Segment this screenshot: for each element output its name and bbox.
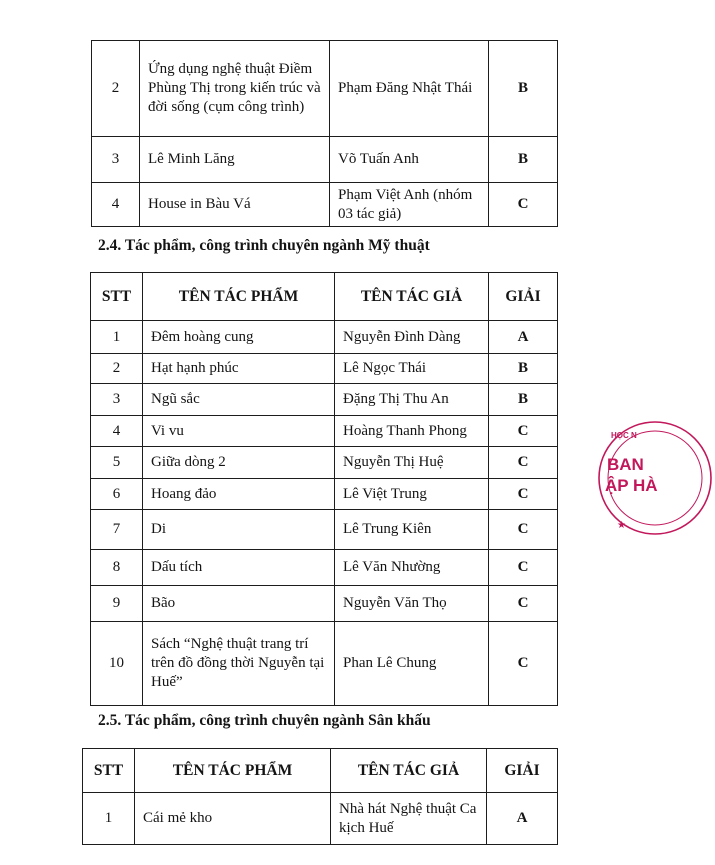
header-ten-tac-pham: TÊN TÁC PHẨM <box>135 749 331 793</box>
table-row <box>91 384 558 416</box>
table-row <box>91 510 558 550</box>
cell-ten-tac-gia: Nguyễn Đình Dàng <box>335 321 489 354</box>
cell-giai: C <box>489 622 558 706</box>
table-row <box>91 321 558 354</box>
cell-ten-tac-gia: Lê Văn Nhường <box>335 550 489 586</box>
cell-giai: C <box>489 550 558 586</box>
cell-stt: 6 <box>91 479 143 510</box>
cell-stt: 7 <box>91 510 143 550</box>
cell-giai: C <box>489 479 558 510</box>
table-fine-arts <box>90 272 558 706</box>
cell-giai: A <box>489 321 558 354</box>
cell-ten-tac-pham: Hoang đảo <box>143 479 335 510</box>
seal-line-1: BAN <box>607 455 644 474</box>
cell-ten-tac-gia: Đặng Thị Thu An <box>335 384 489 416</box>
table-row <box>91 586 558 622</box>
cell-giai: B <box>489 384 558 416</box>
cell-giai: B <box>489 41 558 137</box>
cell-ten-tac-gia: Võ Tuấn Anh <box>330 137 489 183</box>
cell-stt: 1 <box>91 321 143 354</box>
cell-giai: A <box>487 793 558 845</box>
cell-ten-tac-gia: Nguyễn Thị Huệ <box>335 447 489 479</box>
cell-ten-tac-pham: Giữa dòng 2 <box>143 447 335 479</box>
cell-ten-tac-pham: House in Bàu Vá <box>140 183 330 227</box>
cell-ten-tac-pham: Bão <box>143 586 335 622</box>
cell-stt: 3 <box>92 137 140 183</box>
cell-ten-tac-gia: Lê Việt Trung <box>335 479 489 510</box>
header-giai: GIẢI <box>489 273 558 321</box>
table-row <box>91 479 558 510</box>
section-heading-2-5: 2.5. Tác phẩm, công trình chuyên ngành Sân khấu <box>98 712 431 729</box>
cell-ten-tac-pham: Lê Minh Lăng <box>140 137 330 183</box>
cell-ten-tac-gia: Lê Trung Kiên <box>335 510 489 550</box>
cell-ten-tac-gia: Lê Ngọc Thái <box>335 354 489 384</box>
cell-ten-tac-pham: Dấu tích <box>143 550 335 586</box>
cell-stt: 2 <box>91 354 143 384</box>
table-theatre <box>82 748 558 845</box>
cell-stt: 2 <box>92 41 140 137</box>
cell-stt: 1 <box>83 793 135 845</box>
seal-line-2: ẬP HÀ <box>605 476 658 495</box>
table-row <box>91 416 558 447</box>
cell-ten-tac-gia: Phạm Đăng Nhật Thái <box>330 41 489 137</box>
cell-giai: C <box>489 510 558 550</box>
cell-ten-tac-pham: Vi vu <box>143 416 335 447</box>
cell-stt: 10 <box>91 622 143 706</box>
cell-giai: C <box>489 416 558 447</box>
svg-text:★: ★ <box>617 520 626 531</box>
cell-ten-tac-pham: Cái mẻ kho <box>135 793 331 845</box>
cell-giai: C <box>489 183 558 227</box>
cell-ten-tac-pham: Ứng dụng nghệ thuật Điềm Phùng Thị trong kiến trúc và đời sống (cụm công trình) <box>140 41 330 137</box>
cell-ten-tac-gia: Nguyễn Văn Thọ <box>335 586 489 622</box>
header-stt: STT <box>83 749 135 793</box>
cell-ten-tac-pham: Đêm hoàng cung <box>143 321 335 354</box>
header-stt: STT <box>91 273 143 321</box>
cell-ten-tac-pham: Sách “Nghệ thuật trang trí trên đồ đồng thời Nguyễn tại Huế” <box>143 622 335 706</box>
table-row <box>92 41 558 137</box>
cell-stt: 4 <box>91 416 143 447</box>
header-ten-tac-gia: TÊN TÁC GIẢ <box>331 749 487 793</box>
section-heading-2-4: 2.4. Tác phẩm, công trình chuyên ngành Mỹ thuật <box>98 237 430 254</box>
header-ten-tac-pham: TÊN TÁC PHẨM <box>143 273 335 321</box>
cell-stt: 9 <box>91 586 143 622</box>
cell-giai: B <box>489 354 558 384</box>
cell-stt: 3 <box>91 384 143 416</box>
table-row <box>83 793 558 845</box>
cell-giai: B <box>489 137 558 183</box>
table-row <box>91 550 558 586</box>
table-architecture-continued <box>91 40 558 227</box>
header-ten-tac-gia: TÊN TÁC GIẢ <box>335 273 489 321</box>
table-header-row <box>91 273 558 321</box>
seal-top-text: HỌC N <box>611 431 637 440</box>
cell-stt: 5 <box>91 447 143 479</box>
cell-ten-tac-pham: Hạt hạnh phúc <box>143 354 335 384</box>
table-row <box>92 183 558 227</box>
cell-stt: 8 <box>91 550 143 586</box>
cell-ten-tac-pham: Ngũ sắc <box>143 384 335 416</box>
table-row <box>91 622 558 706</box>
cell-ten-tac-gia: Nhà hát Nghệ thuật Ca kịch Huế <box>331 793 487 845</box>
table-header-row <box>83 749 558 793</box>
table-row <box>92 137 558 183</box>
cell-giai: C <box>489 586 558 622</box>
cell-stt: 4 <box>92 183 140 227</box>
table-row <box>91 354 558 384</box>
cell-ten-tac-gia: Hoàng Thanh Phong <box>335 416 489 447</box>
cell-ten-tac-gia: Phạm Việt Anh (nhóm 03 tác giả) <box>330 183 489 227</box>
table-row <box>91 447 558 479</box>
official-seal-stamp <box>595 418 715 538</box>
cell-ten-tac-pham: Di <box>143 510 335 550</box>
cell-ten-tac-gia: Phan Lê Chung <box>335 622 489 706</box>
header-giai: GIẢI <box>487 749 558 793</box>
cell-giai: C <box>489 447 558 479</box>
